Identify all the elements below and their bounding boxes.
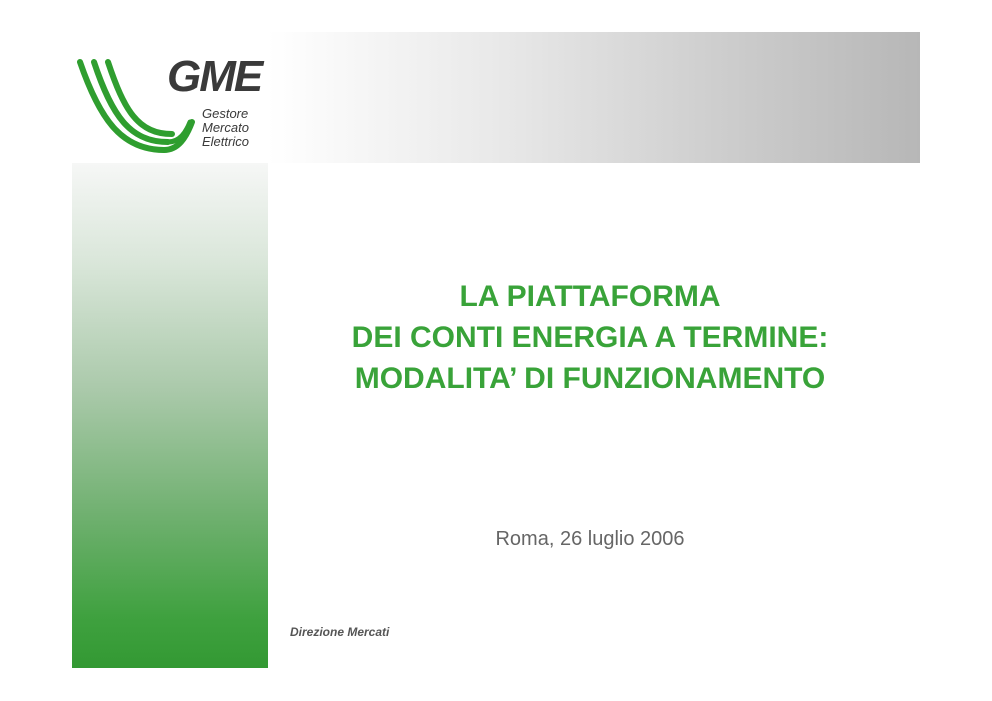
logo-line-2: Mercato <box>202 120 249 135</box>
logo-line-1: Gestore <box>202 106 249 121</box>
slide-title <box>270 276 910 399</box>
title-line-2: DEI CONTI ENERGIA A TERMINE: <box>351 321 829 354</box>
logo-subtitle <box>202 107 249 149</box>
logo-line-3: Elettrico <box>202 134 249 149</box>
footer-department: Direzione Mercati <box>290 625 390 639</box>
side-gradient-band <box>72 163 268 668</box>
logo-acronym: GME <box>167 52 262 101</box>
header-gradient-band <box>268 32 920 163</box>
title-line-3: MODALITA’ DI FUNZIONAMENTO <box>354 362 826 395</box>
title-line-1: LA PIATTAFORMA <box>459 280 721 313</box>
presentation-date: Roma, 26 luglio 2006 <box>495 528 685 550</box>
